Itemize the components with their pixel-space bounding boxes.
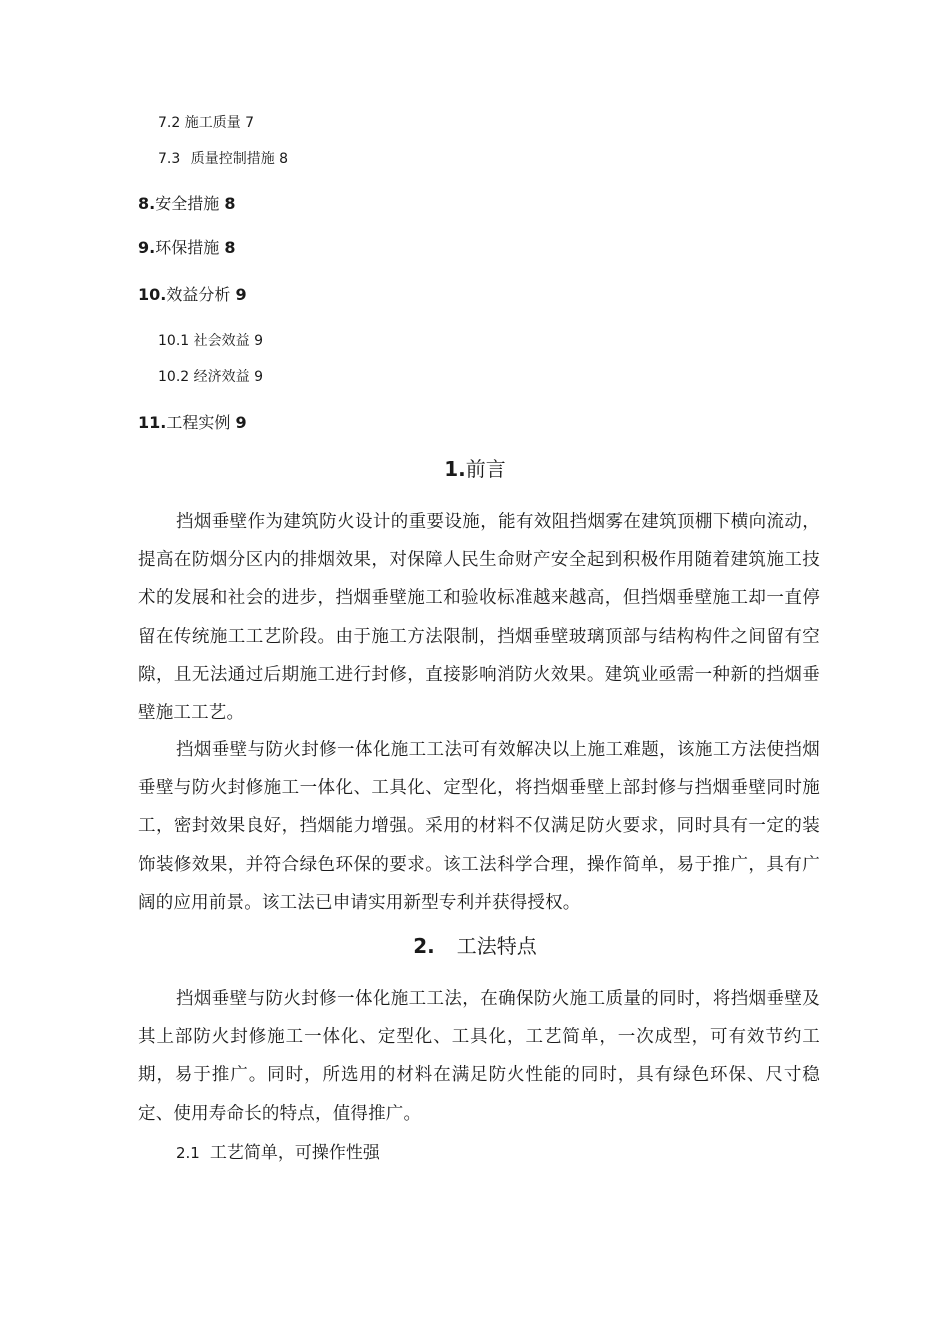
toc-number: 7.2	[158, 115, 181, 131]
toc-item-10-1[interactable]	[158, 330, 263, 350]
toc-label: 安全措施	[155, 194, 220, 213]
heading-title: 前言	[465, 457, 506, 481]
toc-label: 质量控制措施	[190, 151, 275, 167]
heading-number: 2.	[413, 934, 435, 958]
toc-label: 效益分析	[166, 285, 231, 304]
toc-page: 9	[235, 285, 247, 304]
toc-item-9[interactable]	[138, 235, 235, 258]
toc-number: 9.	[138, 238, 156, 257]
toc-item-10[interactable]	[138, 282, 247, 305]
toc-item-11[interactable]	[138, 410, 247, 433]
toc-page: 9	[254, 333, 263, 349]
toc-label: 社会效益	[193, 333, 250, 349]
heading-title: 工法特点	[456, 934, 537, 958]
toc-number: 7.3	[158, 151, 181, 167]
body-paragraph: 挡烟垂壁与防火封修一体化施工工法可有效解决以上施工难题，该施工方法使挡烟垂壁与防火封修施工一体化、工具化、定型化，将挡烟垂壁上部封修与挡烟垂壁同时施工，密封效果良好，挡烟能力增强。采用的材料不仅满足防火要求，同时具有一定的装饰装修效果，并符合绿色环保的要求。该工法科学合理，操作简单，易于推广，具有广阔的应用前景。该工法已申请实用新型专利并获得授权。	[138, 740, 820, 913]
toc-page: 8	[279, 151, 289, 167]
toc-label: 工程实例	[166, 413, 231, 432]
toc-page: 9	[235, 413, 247, 432]
subsection-heading-2-1	[176, 1138, 380, 1163]
toc-page: 8	[224, 194, 236, 213]
toc-number: 10.1	[158, 333, 190, 349]
toc-page: 7	[245, 115, 255, 131]
toc-item-7-3[interactable]	[158, 148, 288, 168]
toc-label: 环保措施	[155, 238, 220, 257]
toc-page: 8	[224, 238, 236, 257]
section-heading-2	[0, 930, 950, 959]
subsection-number: 2.1	[176, 1144, 200, 1162]
toc-item-7-2[interactable]	[158, 112, 254, 132]
toc-number: 10.	[138, 285, 167, 304]
toc-number: 8.	[138, 194, 156, 213]
toc-item-10-2[interactable]	[158, 366, 263, 386]
section-heading-1	[0, 453, 950, 482]
subsection-title: 工艺简单，可操作性强	[209, 1143, 380, 1163]
toc-page: 9	[254, 369, 263, 385]
toc-label: 经济效益	[193, 369, 250, 385]
toc-label: 施工质量	[184, 115, 241, 131]
body-paragraph: 挡烟垂壁作为建筑防火设计的重要设施，能有效阻挡烟雾在建筑顶棚下横向流动，提高在防烟分区内的排烟效果，对保障人民生命财产安全起到积极作用随着建筑施工技术的发展和社会的进步，挡烟垂壁施工和验收标准越来越高，但挡烟垂壁施工却一直停留在传统施工工艺阶段。由于施工方法限制，挡烟垂壁玻璃顶部与结构构件之间留有空隙，且无法通过后期施工进行封修，直接影响消防火效果。建筑业亟需一种新的挡烟垂壁施工工艺。	[138, 512, 820, 724]
heading-number: 1.	[444, 457, 466, 481]
toc-item-8[interactable]	[138, 191, 235, 214]
toc-number: 11.	[138, 413, 167, 432]
body-paragraph: 挡烟垂壁与防火封修一体化施工工法，在确保防火施工质量的同时，将挡烟垂壁及其上部防火封修施工一体化、定型化、工具化，工艺简单，一次成型，可有效节约工期，易于推广。同时，所选用的材料在满足防火性能的同时，具有绿色环保、尺寸稳定、使用寿命长的特点，值得推广。	[138, 989, 820, 1124]
toc-number: 10.2	[158, 369, 190, 385]
